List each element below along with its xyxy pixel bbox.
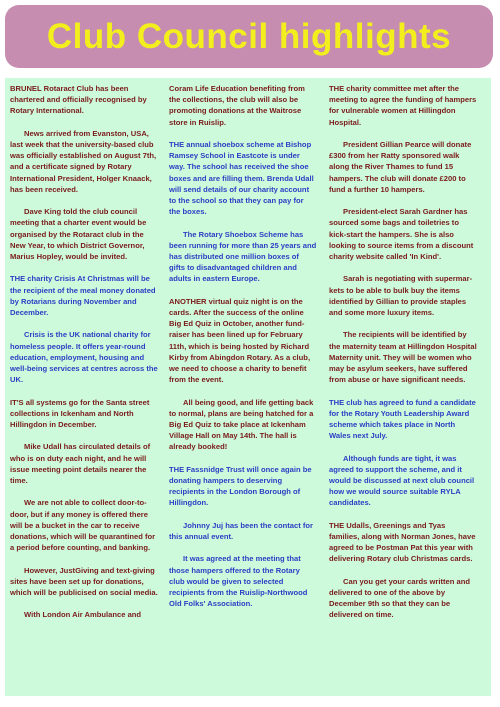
article-paragraph: News arrived from Evanston, USA, last week that the university-based club was officially established on August 7th, and a certificate signed by Rotary International President, Holger Knaack, has been received. bbox=[10, 128, 157, 194]
article-paragraph: President Gillian Pearce will donate £300 from her Ratty sponsored walk along the River Thames to fund 15 hampers. The club will donate £200 to fund a further 10 hampers. bbox=[329, 140, 472, 194]
article-paragraph: All being good, and life getting back to normal, plans are being hatched for a Big Ed Quiz to take place at Ickenham Village Hall on May 14th. The hall is already booked! bbox=[169, 397, 314, 452]
article-paragraph: Can you get your cards written and delivered to one of the above by December 9th so that they can be delivered on time. bbox=[329, 576, 471, 620]
article-paragraph: Sarah is negotiating with supermar-kets to be able to bulk buy the items identified by Gillian to provide staples and some more luxury items. bbox=[329, 274, 473, 318]
article-paragraph: THE charity committee met after the meeting to agree the funding of hampers for vulnerable women at Hillingdon Hospital. bbox=[329, 84, 477, 127]
title-banner bbox=[5, 5, 493, 68]
article-paragraph: THE club has agreed to fund a candidate for the Rotary Youth Leadership Award scheme which takes place in North Wales next July. bbox=[329, 397, 476, 441]
article-paragraph: Dave King told the club council meeting that a charter event would be organised by the Rotaract club in the New Year, to which District Governor, Marius Hopley, would be invited. bbox=[10, 207, 147, 262]
column-3 bbox=[329, 83, 477, 621]
article-paragraph: Crisis is the UK national charity for homeless people. It offers year-round education, employment, housing and well-being services at centres across the UK. bbox=[10, 330, 158, 385]
article-paragraph: We are not able to collect door-to-door, but if any money is offered there will be a bucket in the car to receive donations, which will be quarantined for a period before counting, and banking. bbox=[10, 498, 156, 553]
article-paragraph: Mike Udall has circulated details of who is on duty each night, and he will issue meeting point details nearer the time. bbox=[10, 442, 151, 486]
article-paragraph: IT'S all systems go for the Santa street collections in Ickenham and North Hillingdon in December. bbox=[10, 397, 150, 430]
article-paragraph: THE Udalls, Greenings and Tyas families, along with Norman Jones, have agreed to be Postman Pat this year with delivering Rotary club Christmas cards. bbox=[329, 520, 476, 564]
article-paragraph: Although funds are tight, it was agreed to support the scheme, and it would be discussed at next club council how we would source suitable RYLA candidates. bbox=[329, 453, 475, 508]
page-title: Club Council highlights bbox=[46, 16, 452, 56]
article-paragraph: President-elect Sarah Gardner has sourced some bags and toiletries to kick-start the hampers. She is also looking to source items from a discount charity website called 'In Kind'. bbox=[329, 207, 474, 262]
article-paragraph: THE Fassnidge Trust will once again be donating hampers to deserving recipients in the London Borough of Hillingdon. bbox=[169, 464, 312, 508]
column-2 bbox=[169, 83, 317, 609]
article-paragraph: The Rotary Shoebox Scheme has been running for more than 25 years and has distributed one million boxes of gifts to disadvantaged children and adults in eastern Europe. bbox=[169, 229, 317, 284]
article-paragraph: THE charity Crisis At Christmas will be the recipient of the meal money donated by Rotarians during November and December. bbox=[10, 274, 156, 318]
article-paragraph: However, JustGiving and text-giving sites have been set up for donations, which will be publicised on social media. bbox=[10, 565, 158, 598]
article-paragraph: ANOTHER virtual quiz night is on the cards. After the success of the online Big Ed Quiz in October, another fund-raiser has been lined up for February 11th, which is being hosted by Richard Kirby from Abingdon Rotary. As a club, we need to choose a charity to benefit from the event. bbox=[169, 296, 311, 385]
article-paragraph: With London Air Ambulance and bbox=[24, 610, 142, 620]
article-paragraph: Johnny Juj has been the contact for this annual event. bbox=[169, 520, 313, 542]
column-1 bbox=[10, 83, 158, 621]
article-paragraph: BRUNEL Rotaract Club has been chartered and officially recognised by Rotary International. bbox=[10, 84, 147, 116]
article-paragraph: THE annual shoebox scheme at Bishop Ramsey School in Eastcote is under way. The school has received the shoe boxes and are filling them. Brenda Udall will send details of our charity account to the school so that they can pay for the boxes. bbox=[169, 140, 314, 217]
article-paragraph: It was agreed at the meeting that those hampers offered to the Rotary club would be given to selected recipients from the Ruislip-Northwood Old Folks' Association. bbox=[169, 554, 308, 609]
article-paragraph: Coram Life Education benefiting from the collections, the club will also be promoting donations at the Waitrose store in Ruislip. bbox=[169, 84, 305, 127]
article-paragraph: The recipients will be identified by the maternity team at Hillingdon Hospital Maternity unit. They will be women who may be asylum seekers, have suffered from abuse or have significant needs. bbox=[329, 330, 477, 385]
